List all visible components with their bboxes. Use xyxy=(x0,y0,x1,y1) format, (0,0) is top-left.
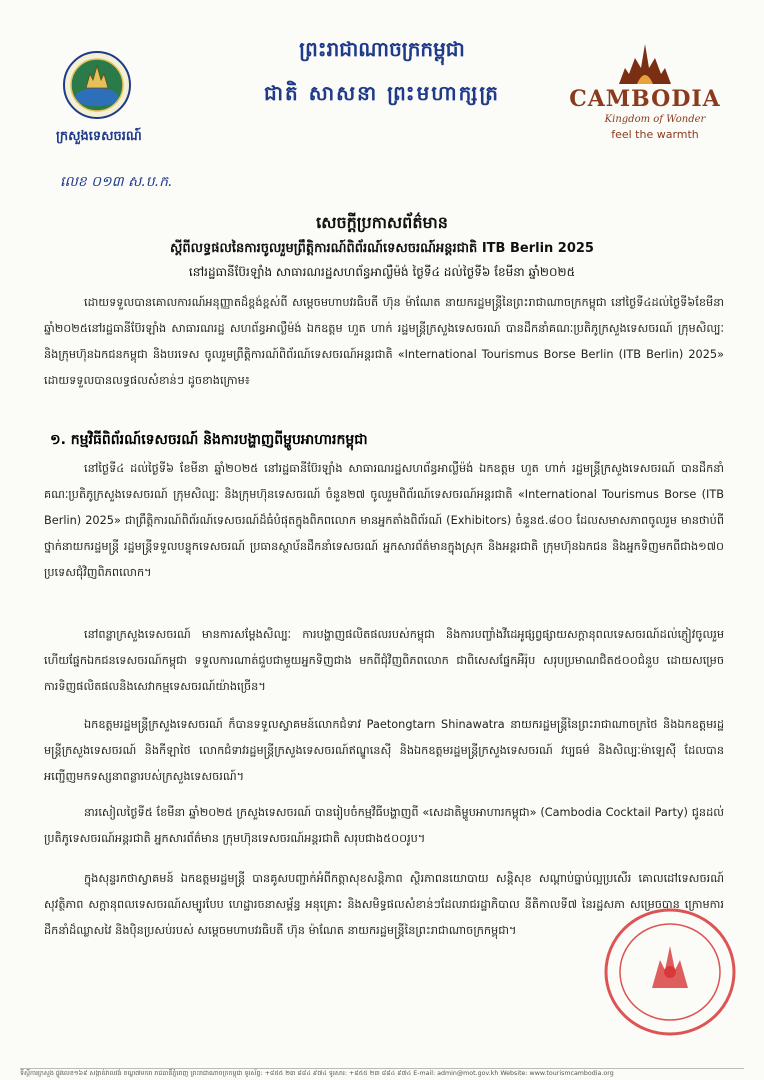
ministry-emblem-icon xyxy=(62,50,132,120)
national-motto: ជាតិ សាសនា ព្រះមហាក្សត្រ xyxy=(264,81,500,105)
ministry-name: ក្រសួងទេសចរណ៍ xyxy=(56,129,142,144)
reference-number: លេខ ០១៣ ស.ប.ក. xyxy=(60,174,173,190)
brand-wordmark: CAMBODIA xyxy=(569,86,721,112)
document-location-date: នៅរដ្ឋធានីប៊ែរឡាំង សាធារណរដ្ឋសហព័ន្ធអាល្លឺម៉ង់ ថ្ងៃទី៤ ដល់ថ្ងៃទី៦ ខែមីនា ឆ្នាំ២០២៥ xyxy=(188,265,576,279)
cambodia-brand-logo xyxy=(560,40,730,140)
footer-contact-info: ទីស្តីការក្រសួង ផ្លូវលេខ១៦៩ សង្កាត់វាលវង់ ខណ្ឌ៧មករា រាជធានីភ្នំពេញ ព្រះរាជាណាចក្រកម្ពុជា ទូរស័ព្ទ: +៨៥៥ ២៣ ៨៨៤ ៩៧៤ ទូរសារ: +៨៥៥ ២៣ ៨៨៤ ៩៧៤ E-mail: admin@mot.gov.kh Website: www.tourismcambodia.org xyxy=(20,1068,744,1079)
angkor-temple-icon xyxy=(615,40,675,86)
paragraph-exhibition: នៅថ្ងៃទី៤ ដល់ថ្ងៃទី៦ ខែមីនា ឆ្នាំ២០២៥ នៅរដ្ឋធានីប៊ែរឡាំង សាធារណរដ្ឋសហព័ន្ធអាល្លឺម៉ង់ ឯកឧត្តម ហួត ហាក់ រដ្ឋមន្ត្រីក្រសួងទេសចរណ៍ បានដឹកនាំគណៈប្រតិភូក្រសួងទេសចរណ៍ ក្រុមសិល្បៈ និងក្រុមហ៊ុនទេសចរណ៍ ចំនួន២៧ ចូលរួមពិព័រណ៍ទេសចរណ៍អន្តរជាតិ «International Tourismus Borse (ITB Berlin) 2025» ជាព្រឹត្តិការណ៍ពិព័រណ៍ទេសចរណ៍ដ៏ធំបំផុតក្នុងពិភពលោក មានអ្នកតាំងពិព័រណ៍ (Exhibitors) ចំនួន៥.៨០០ ដែលសមាសភាពចូលរួម មានថាប់ពីថ្នាក់នាយករដ្ឋមន្ត្រី រដ្ឋមន្ត្រីទទួលបន្ទុកទេសចរណ៍ ប្រធានស្ថាប័នដឹកនាំទេសចរណ៍ អ្នកសារព័ត៌មានក្នុងស្រុក និងអន្តរជាតិ ក្រុមហ៊ុនឯកជន និងអ្នកទិញមកពីជាង១៧០ ប្រទេសជុំវិញពិភពលោក។ xyxy=(44,462,724,579)
paragraph-speech: ក្នុងសុន្ទរកថាស្វាគមន៍ ឯកឧត្តមរដ្ឋមន្ត្រី បានគូសបញ្ជាក់អំពីកត្តាសុខសន្តិភាព ស្ថិរភាពនយោបាយ សន្តិសុខ សណ្តាប់ធ្នាប់ល្អប្រសើរ គោលដៅទេសចរណ៍សុវត្ថិភាព សក្តានុពលទេសចរណ៍សម្បូរបែប ហេដ្ឋារចនាសម្ព័ន្ធ អនុគ្រោះ និងសមិទ្ធផលសំខាន់ៗដែលរាជរដ្ឋាភិបាល នីតិកាលទី៧ នៃរដ្ឋសភា សម្រេចបាន ក្រោមការដឹកនាំដ៏ឈ្លាសវៃ និងប៉ិនប្រសប់របស់ សម្តេចមហាបវរធិបតី ហ៊ុន ម៉ាណែត នាយករដ្ឋមន្ត្រីនៃព្រះរាជាណាចក្រកម្ពុជា។ xyxy=(44,872,724,937)
paragraph-pavilion: នៅពន្លាក្រសួងទេសចរណ៍ មានការសម្តែងសិល្បៈ ការបង្ហាញផលិតផលរបស់កម្ពុជា និងការបញ្ចាំងវីដេអូផ្សព្វផ្សាយសក្តានុពលទេសចរណ៍ដល់ភ្ញៀវចូលរួម ហើយផ្នែកឯកជនទេសចរណ៍កម្ពុជា ទទួលការណាត់ជួបជាមួយអ្នកទិញជាង មកពីជុំវិញពិភពលោក ជាពិសេសផ្នែកអឺរ៉ុប សរុបប្រមាណជិត៥០០ជំនួប ដោយសម្រេចការទិញផលិតផលនិងសេវាកម្មទេសចរណ៍យ៉ាងច្រើន។ xyxy=(44,628,724,693)
paragraph-cocktail-party: នារសៀលថ្ងៃទី៥ ខែមីនា ឆ្នាំ២០២៥ ក្រសួងទេសចរណ៍ បានរៀបចំកម្មវិធីបង្ហាញពី «សេដាតិម្ហូបអាហារកម្ពុជា» (Cambodia Cocktail Party) ជូនដល់ប្រតិភូទេសចរណ៍អន្តរជាតិ អ្នកសារព័ត៌មាន ក្រុមហ៊ុនទេសចរណ៍អន្តរជាតិ សរុបជាង៥០០រូប។ xyxy=(44,806,724,845)
official-seal-stamp xyxy=(560,900,740,1040)
paragraph-welcome-guests: ឯកឧត្តមរដ្ឋមន្ត្រីក្រសួងទេសចរណ៍ ក៏បានទទួលស្វាគមន៍លោកជំទាវ Paetongtarn Shinawatra នាយករដ្ឋមន្ត្រីនៃព្រះរាជាណាចក្រថៃ និងឯកឧត្តមរដ្ឋមន្ត្រីក្រសួងទេសចរណ៍ និងកីឡាថៃ លោកជំទាវរដ្ឋមន្ត្រីក្រសួងទេសចរណ៍ឥណ្ឌូនេស៊ី និងឯកឧត្តមរដ្ឋមន្ត្រីក្រសួងទេសចរណ៍ វប្បធម៌ និងសិល្បៈម៉ាឡេស៊ី ដែលបានអញ្ជើញមកទស្សនាពន្លារបស់ក្រសួងទេសចរណ៍។ xyxy=(44,718,724,783)
brand-tagline: Kingdom of Wonder xyxy=(604,114,706,125)
paragraph-intro: ដោយទទួលបានគោលការណ៍អនុញ្ញាតដ៏ខ្ពង់ខ្ពស់ពី សម្តេចមហាបវរធិបតី ហ៊ុន ម៉ាណែត នាយករដ្ឋមន្ត្រីនៃព្រះរាជាណាចក្រកម្ពុជា នៅថ្ងៃទី៤ដល់ថ្ងៃទី៦ខែមីនាឆ្នាំ២០២៥នៅរដ្ឋធានីប៊ែរឡាំង សាធារណរដ្ឋ សហព័ន្ធអាល្លឺម៉ង់ ឯកឧត្តម ហួត ហាក់ រដ្ឋមន្ត្រីក្រសួងទេសចរណ៍ បានដឹកនាំគណៈប្រតិភូក្រសួងទេសចរណ៍ ក្រុមសិល្បៈ និងក្រុមហ៊ុនឯកជនកម្ពុជា និងបរទេស ចូលរួមព្រឹត្តិការណ៍ពិព័រណ៍ទេសចរណ៍អន្តរជាតិ «International Tourismus Borse Berlin (ITB Berlin) 2025» ដោយទទួលបានលទ្ធផលសំខាន់ៗ ដូចខាងក្រោម៖ xyxy=(44,296,724,387)
brand-slogan: feel the warmth xyxy=(611,128,699,141)
document-subject: ស្តីពីលទ្ធផលនៃការចូលរួមព្រឹត្តិការណ៍ពិព័រណ៍ទេសចរណ៍អន្តរជាតិ ITB Berlin 2025 xyxy=(170,241,594,256)
section-heading-1: ១. កម្មវិធីពិព័រណ៍ទេសចរណ៍ និងការបង្ហាញពីម្ហូបអាហារកម្ពុជា xyxy=(50,432,368,448)
kingdom-heading: ព្រះរាជាណាចក្រកម្ពុជា xyxy=(299,37,465,61)
document-title: សេចក្តីប្រកាសព័ត៌មាន xyxy=(316,213,448,232)
